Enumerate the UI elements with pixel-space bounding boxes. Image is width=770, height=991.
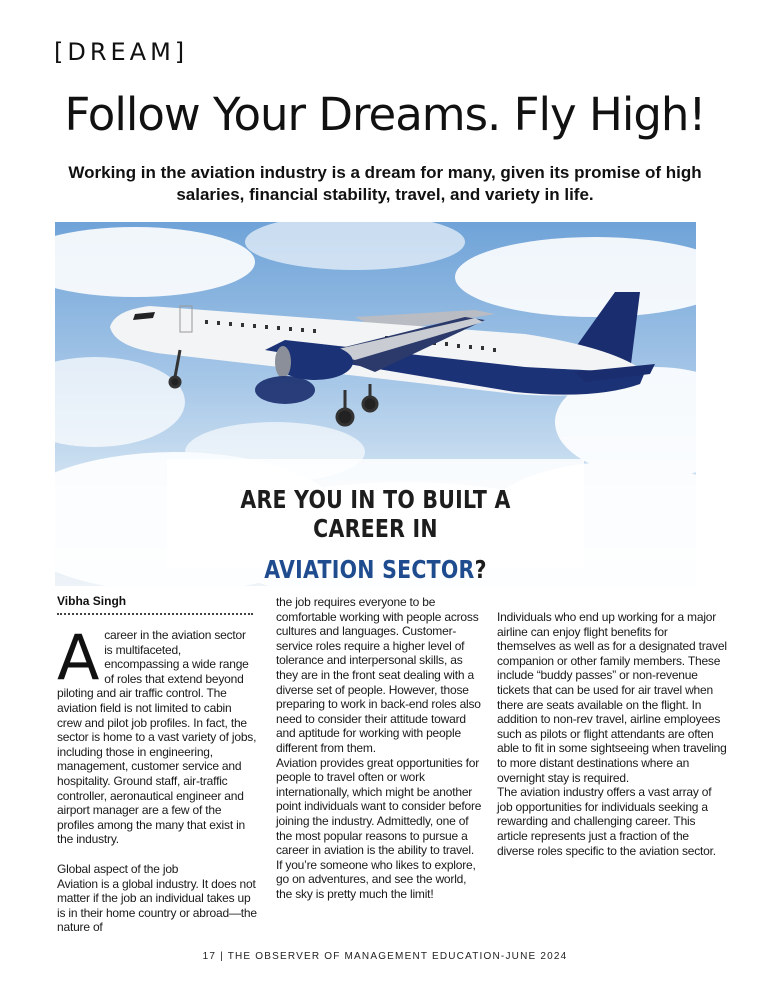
subhead: Global aspect of the job: [57, 861, 179, 876]
page-footer: 17 | THE OBSERVER OF MANAGEMENT EDUCATION-JUNE 2024: [202, 951, 568, 962]
article-paragraph: the job requires everyone to be comfortable working with people across cultures and languages. Customer-service roles require a higher level of tolerance and interpersonal skills, as they are in the front seat dealing with a diverse set of people. However, those preparing to work in back-end roles also need to consider their attitude toward and aptitude for working with people different from them.: [276, 595, 481, 755]
headline: Follow Your Dreams. Fly High!: [64, 88, 706, 141]
byline: Vibha Singh: [57, 594, 127, 608]
article-column-1: [57, 621, 257, 935]
article-paragraph: The aviation industry offers a vast array of job opportunities for individuals seeking a rewarding and challenging career. This article represents just a fraction of the diverse roles specific to the aviation sector.: [497, 785, 716, 858]
callout-line2: [205, 555, 547, 584]
section-tag: [DREAM]: [54, 38, 189, 66]
drop-cap: A: [57, 621, 100, 694]
byline-divider: [57, 613, 253, 615]
callout-line1: ARE YOU IN TO BUILT A CAREER IN: [240, 485, 511, 543]
article-column-2: [276, 595, 482, 901]
callout-accent: AVIATION SECTOR: [264, 555, 475, 584]
article-paragraph: Aviation is a global industry. It does not matter if the job an individual takes up is in their home country or abroad—the nature of: [57, 876, 257, 935]
hero-image: [55, 222, 696, 586]
article-paragraph: [57, 621, 257, 847]
paragraph-text: career in the aviation sector is multifaceted, encompassing a wide range of roles that extend beyond piloting and air traffic control. The aviation field is not limited to cabin crew and pilot job profiles. In fact, the sector is home to a vast variety of jobs, including those in engineering, management, customer service and hospitality. Ground staff, air-traffic controller, aeronautical engineer and airport manager are a few of the profiles among the many that exist in the industry.: [57, 628, 257, 847]
callout-question-mark: ?: [474, 555, 487, 584]
career-callout: [167, 459, 584, 584]
article-paragraph: Aviation provides great opportunities for people to travel often or work internationally, which might be another point individuals want to consider before joining the industry. Admittedly, one of the most popular reasons to pursue a career in aviation is the ability to travel. If you’re someone who likes to explore, go on adventures, and see the world, the sky is pretty much the limit!: [276, 755, 482, 901]
article-column-3: [497, 610, 727, 858]
article-paragraph: Individuals who end up working for a major airline can enjoy flight benefits for themselves as well as for a designated travel companion or other family members. These include “buddy passes” or non-revenue tickets that can be used for air travel when there are seats available on the flight. In addition to non-rev travel, airline employees such as pilots or flight attendants are often able to fit in some sightseeing when traveling to more distant destinations where an overnight stay is required.: [497, 610, 727, 785]
deck-subtitle: Working in the aviation industry is a dream for many, given its promise of high salaries, financial stability, travel, and variety in life.: [68, 163, 702, 204]
